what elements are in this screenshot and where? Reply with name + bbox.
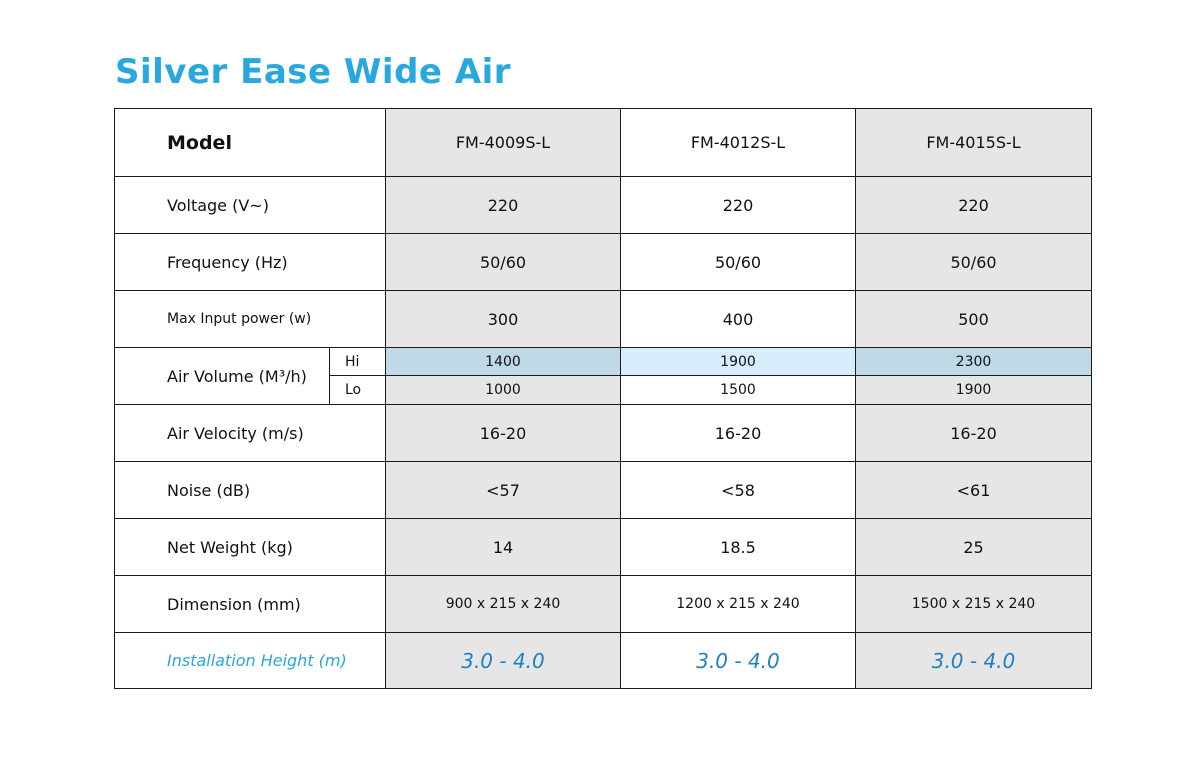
voltage-value: 220 — [856, 177, 1092, 234]
dimension-value: 1200 x 215 x 240 — [621, 576, 856, 633]
row-dimension — [115, 576, 1092, 633]
max-input-power-value: 500 — [856, 291, 1092, 348]
model-value: FM-4015S-L — [856, 109, 1092, 177]
noise-value: <57 — [386, 462, 621, 519]
spec-table — [114, 108, 1092, 689]
noise-value: <58 — [621, 462, 856, 519]
dimension-value: 900 x 215 x 240 — [386, 576, 621, 633]
air-volume-hi-value: 1400 — [386, 348, 621, 376]
installation-height-label: Installation Height (m) — [115, 633, 386, 689]
noise-value: <61 — [856, 462, 1092, 519]
dimension-label: Dimension (mm) — [115, 576, 386, 633]
voltage-value: 220 — [386, 177, 621, 234]
air-volume-lo-value: 1000 — [386, 376, 621, 405]
net-weight-value: 18.5 — [621, 519, 856, 576]
voltage-label: Voltage (V~) — [115, 177, 386, 234]
model-value: FM-4009S-L — [386, 109, 621, 177]
max-input-power-label: Max Input power (w) — [115, 291, 386, 348]
noise-label: Noise (dB) — [115, 462, 386, 519]
model-value: FM-4012S-L — [621, 109, 856, 177]
air-volume-lo-value: 1900 — [856, 376, 1092, 405]
installation-height-value: 3.0 - 4.0 — [621, 633, 856, 689]
page-title: Silver Ease Wide Air — [115, 52, 512, 92]
row-air-volume-hi — [115, 348, 1092, 376]
row-air-velocity — [115, 405, 1092, 462]
dimension-value: 1500 x 215 x 240 — [856, 576, 1092, 633]
air-volume-lo-value: 1500 — [621, 376, 856, 405]
net-weight-label: Net Weight (kg) — [115, 519, 386, 576]
air-velocity-value: 16-20 — [621, 405, 856, 462]
voltage-value: 220 — [621, 177, 856, 234]
row-installation-height — [115, 633, 1092, 689]
row-noise — [115, 462, 1092, 519]
max-input-power-value: 300 — [386, 291, 621, 348]
row-model — [115, 109, 1092, 177]
air-volume-label: Air Volume (M³/h) — [115, 348, 330, 405]
frequency-value: 50/60 — [621, 234, 856, 291]
air-volume-hi-label: Hi — [330, 348, 386, 376]
net-weight-value: 14 — [386, 519, 621, 576]
model-label: Model — [115, 109, 386, 177]
row-frequency — [115, 234, 1092, 291]
frequency-label: Frequency (Hz) — [115, 234, 386, 291]
air-velocity-value: 16-20 — [386, 405, 621, 462]
row-voltage — [115, 177, 1092, 234]
max-input-power-value: 400 — [621, 291, 856, 348]
frequency-value: 50/60 — [856, 234, 1092, 291]
row-max-input-power — [115, 291, 1092, 348]
row-net-weight — [115, 519, 1092, 576]
frequency-value: 50/60 — [386, 234, 621, 291]
air-volume-lo-label: Lo — [330, 376, 386, 405]
air-velocity-label: Air Velocity (m/s) — [115, 405, 386, 462]
installation-height-value: 3.0 - 4.0 — [856, 633, 1092, 689]
net-weight-value: 25 — [856, 519, 1092, 576]
air-volume-hi-value: 1900 — [621, 348, 856, 376]
air-volume-hi-value: 2300 — [856, 348, 1092, 376]
installation-height-value: 3.0 - 4.0 — [386, 633, 621, 689]
air-velocity-value: 16-20 — [856, 405, 1092, 462]
